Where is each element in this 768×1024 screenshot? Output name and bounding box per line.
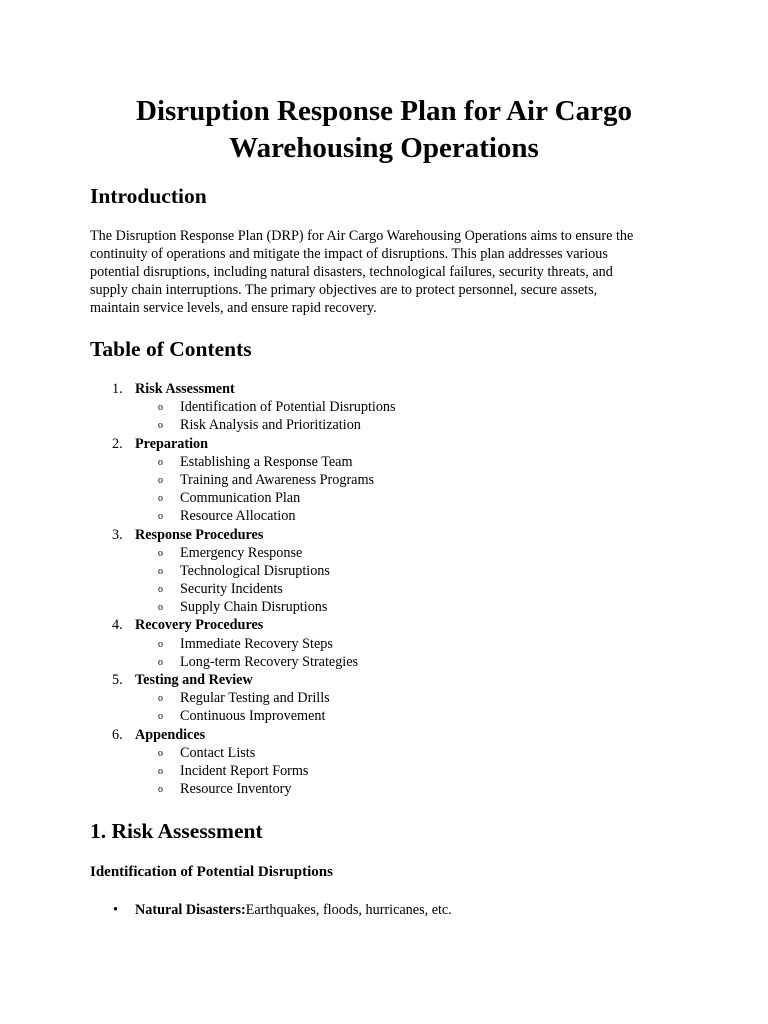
toc-subitem-label: Emergency Response: [180, 544, 303, 561]
toc-subitem-label: Long-term Recovery Strategies: [180, 653, 359, 670]
toc-subitem-label: Training and Awareness Programs: [180, 471, 375, 488]
toc-subitem-marker: o: [158, 420, 163, 432]
toc-subitem-label: Risk Analysis and Prioritization: [180, 417, 361, 434]
toc-subitem-label: Resource Inventory: [180, 781, 292, 798]
toc-section-label: Risk Assessment: [135, 381, 235, 397]
toc-subitem-marker: o: [158, 402, 163, 414]
intro-line: continuity of operations and mitigate the impact of disruptions. This plan addresses various: [90, 246, 608, 262]
toc-subitem-marker: o: [158, 765, 163, 777]
toc-subitem-label: Resource Allocation: [180, 508, 296, 525]
introduction-paragraph: [90, 227, 685, 317]
toc-subitem-marker: o: [158, 511, 163, 523]
toc-section-label: Response Procedures: [135, 526, 264, 543]
intro-line: potential disruptions, including natural disasters, technological failures, security threats, and: [90, 264, 613, 280]
toc-section-label: Preparation: [135, 435, 209, 452]
toc-section-number: 4.: [112, 617, 123, 634]
toc-subitem-label: Supply Chain Disruptions: [180, 599, 328, 616]
toc-subitem-label: Immediate Recovery Steps: [180, 635, 333, 652]
toc-subitem-marker: o: [158, 747, 163, 759]
toc-section-number: 5.: [112, 672, 123, 688]
intro-line: The Disruption Response Plan (DRP) for Air Cargo Warehousing Operations aims to ensure the: [90, 228, 634, 244]
toc-subitem-marker: o: [158, 693, 163, 705]
bullet-label: Natural Disasters:: [135, 902, 246, 918]
toc-subitem-marker: o: [158, 711, 163, 723]
risk-assessment-heading: 1. Risk Assessment: [90, 819, 263, 843]
bullet-text: Earthquakes, floods, hurricanes, etc.: [245, 902, 452, 918]
identification-subheading: Identification of Potential Disruptions: [90, 864, 333, 880]
toc-subitem-marker: o: [158, 584, 163, 596]
document-title: [90, 93, 678, 167]
title-line-1: Disruption Response Plan for Air Cargo: [136, 95, 632, 127]
toc-subitem-marker: o: [158, 602, 163, 614]
toc-subitem-marker: o: [158, 493, 163, 505]
toc-subitem-label: Technological Disruptions: [180, 562, 330, 579]
toc-section-number: 6.: [112, 726, 123, 743]
toc-subitem-marker: o: [158, 474, 163, 486]
toc-section-label: Testing and Review: [135, 672, 253, 688]
toc-section-label: Appendices: [135, 726, 206, 743]
toc-subitem-marker: o: [158, 456, 163, 468]
toc-section-label: Recovery Procedures: [135, 617, 264, 634]
toc-subitem-marker: o: [158, 638, 163, 650]
toc-section-number: 2.: [112, 435, 123, 452]
toc-subitem-marker: o: [158, 784, 163, 796]
intro-line: supply chain interruptions. The primary objectives are to protect personnel, secure assets,: [90, 282, 598, 298]
toc-subitem-label: Regular Testing and Drills: [180, 690, 330, 707]
introduction-heading: Introduction: [90, 184, 207, 208]
toc-subitem-label: Communication Plan: [180, 490, 301, 507]
toc-subitem-marker: o: [158, 565, 163, 577]
toc-subitem-marker: o: [158, 656, 163, 668]
toc-subitem-label: Identification of Potential Disruptions: [180, 399, 396, 416]
title-line-2: Warehousing Operations: [229, 132, 539, 164]
toc-section-number: 3.: [112, 526, 123, 543]
toc-subitem-label: Security Incidents: [180, 581, 283, 598]
toc-subitem-marker: o: [158, 547, 163, 559]
toc-subitem-label: Incident Report Forms: [180, 762, 309, 779]
toc-subitem-label: Establishing a Response Team: [180, 453, 353, 470]
toc-subitem-label: Contact Lists: [180, 744, 256, 761]
intro-line: maintain service levels, and ensure rapid recovery.: [90, 300, 377, 316]
toc-subitem-label: Continuous Improvement: [180, 708, 326, 725]
table-of-contents-heading: Table of Contents: [90, 337, 252, 361]
toc-section-number: 1.: [112, 381, 123, 397]
bullet-marker: •: [113, 902, 118, 918]
